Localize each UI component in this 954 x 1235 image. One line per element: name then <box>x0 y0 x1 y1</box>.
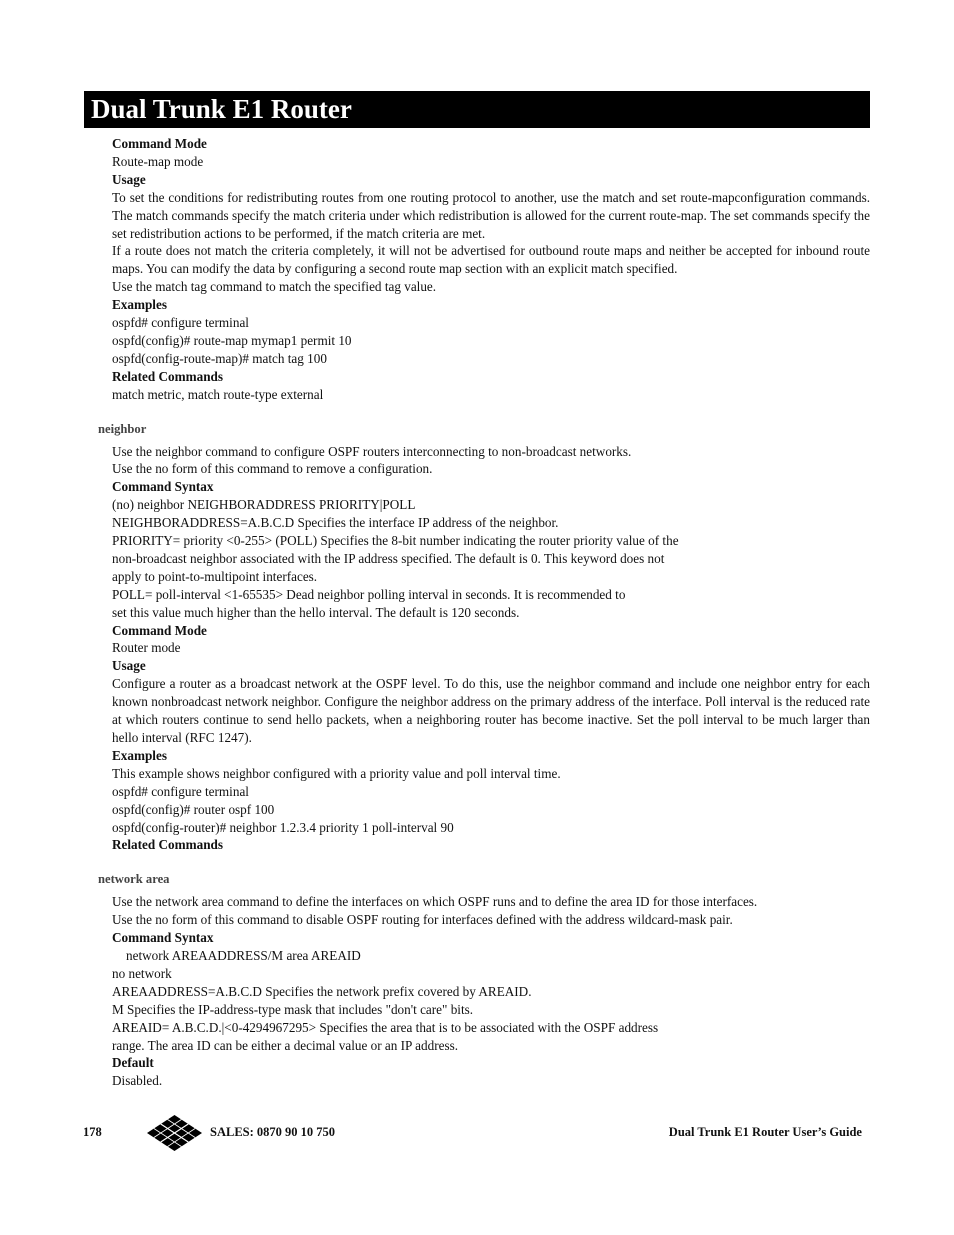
heading-examples: Examples <box>112 297 167 313</box>
paragraph: Configure a router as a broadcast network at the OSPF level. To do this, use the neighbor command and include one neighbor entry for each known nonbroadcast network neighbor. Configure the neighbor address on the primary address of the interface. Poll interval is the reduced rate at which routers continue to send hello packets, when a neighboring router has become inactive. Set the poll interval to be much larger than hello interval (RFC 1247). <box>112 676 870 745</box>
text-line: Use the no form of this command to disable OSPF routing for interfaces defined with the address wildcard-mask pair. <box>112 912 733 928</box>
syntax-line: range. The area ID can be either a decimal value or an IP address. <box>112 1037 459 1053</box>
heading-usage: Usage <box>112 171 146 187</box>
code-line: ospfd(config-router)# neighbor 1.2.3.4 priority 1 poll-interval 90 <box>112 819 454 835</box>
syntax-line: network AREAADDRESS/M area AREAID <box>126 947 361 963</box>
header-bar <box>84 91 870 128</box>
syntax-line: M Specifies the IP-address-type mask that includes "don't care" bits. <box>112 1001 474 1017</box>
paragraph: If a route does not match the criteria completely, it will not be advertised for outbound route maps and neither be accepted for inbound route maps. You can modify the data by configuring a second route map section with an explicit match specified. <box>112 243 870 277</box>
syntax-line: POLL= poll-interval <1-65535> Dead neighbor polling interval in seconds. It is recommended to <box>112 586 626 602</box>
page-title: Dual Trunk E1 Router <box>91 94 352 124</box>
syntax-line: set this value much higher than the hello interval. The default is 120 seconds. <box>112 604 520 620</box>
section-title-neighbor: neighbor <box>98 421 147 436</box>
syntax-line: no network <box>112 965 172 981</box>
syntax-line: NEIGHBORADDRESS=A.B.C.D Specifies the interface IP address of the neighbor. <box>112 515 559 531</box>
page-footer <box>0 1115 954 1155</box>
text-line: This example shows neighbor configured with a priority value and poll interval time. <box>112 765 561 781</box>
black-box-logo-icon <box>147 1115 202 1151</box>
heading-examples: Examples <box>112 747 167 763</box>
heading-command-syntax: Command Syntax <box>112 479 214 495</box>
syntax-line: non-broadcast neighbor associated with the IP address specified. The default is 0. This keyword does not <box>112 550 665 566</box>
heading-related-commands: Related Commands <box>112 368 223 384</box>
heading-command-mode: Command Mode <box>112 622 207 638</box>
text-line: match metric, match route-type external <box>112 386 324 402</box>
syntax-line: PRIORITY= priority <0-255> (POLL) Specifies the 8-bit number indicating the router priority value of the <box>112 533 679 549</box>
syntax-line: AREAID= A.B.C.D.|<0-4294967295> Specifies the area that is to be associated with the OSPF address <box>112 1019 659 1035</box>
sales-phone: SALES: 0870 90 10 750 <box>210 1125 336 1139</box>
guide-title: Dual Trunk E1 Router User’s Guide <box>668 1125 862 1139</box>
text-line: Route-map mode <box>112 153 204 169</box>
code-line: ospfd(config)# router ospf 100 <box>112 801 275 817</box>
text-line: Use the match tag command to match the specified tag value. <box>112 279 437 295</box>
syntax-line: (no) neighbor NEIGHBORADDRESS PRIORITY|POLL <box>112 497 416 513</box>
text-line: Use the network area command to define the interfaces on which OSPF runs and to define the area ID for those interfaces. <box>112 894 758 910</box>
code-line: ospfd(config-route-map)# match tag 100 <box>112 350 327 366</box>
document-body <box>98 135 870 1090</box>
page-number: 178 <box>83 1125 102 1139</box>
syntax-line: AREAADDRESS=A.B.C.D Specifies the network prefix covered by AREAID. <box>112 983 532 999</box>
code-line: ospfd# configure terminal <box>112 315 249 331</box>
text-line: Disabled. <box>112 1073 163 1089</box>
heading-usage: Usage <box>112 658 146 674</box>
text-line: Router mode <box>112 640 181 656</box>
heading-default: Default <box>112 1055 154 1071</box>
heading-related-commands: Related Commands <box>112 837 223 853</box>
section-title-network-area: network area <box>98 872 170 887</box>
code-line: ospfd(config)# route-map mymap1 permit 10 <box>112 332 352 348</box>
syntax-line: apply to point-to-multipoint interfaces. <box>112 568 318 584</box>
code-line: ospfd# configure terminal <box>112 783 249 799</box>
paragraph: To set the conditions for redistributing routes from one routing protocol to another, use the match and set route-mapconfiguration commands. The match commands specify the match criteria under which redistribution is allowed for the current route-map. The set commands specify the set redistribution actions to be performed, if the match criteria are met. <box>112 189 870 241</box>
heading-command-syntax: Command Syntax <box>112 930 214 946</box>
text-line: Use the neighbor command to configure OSPF routers interconnecting to non-broadcast networks. <box>112 443 632 459</box>
text-line: Use the no form of this command to remove a configuration. <box>112 461 433 477</box>
heading-command-mode: Command Mode <box>112 136 207 151</box>
